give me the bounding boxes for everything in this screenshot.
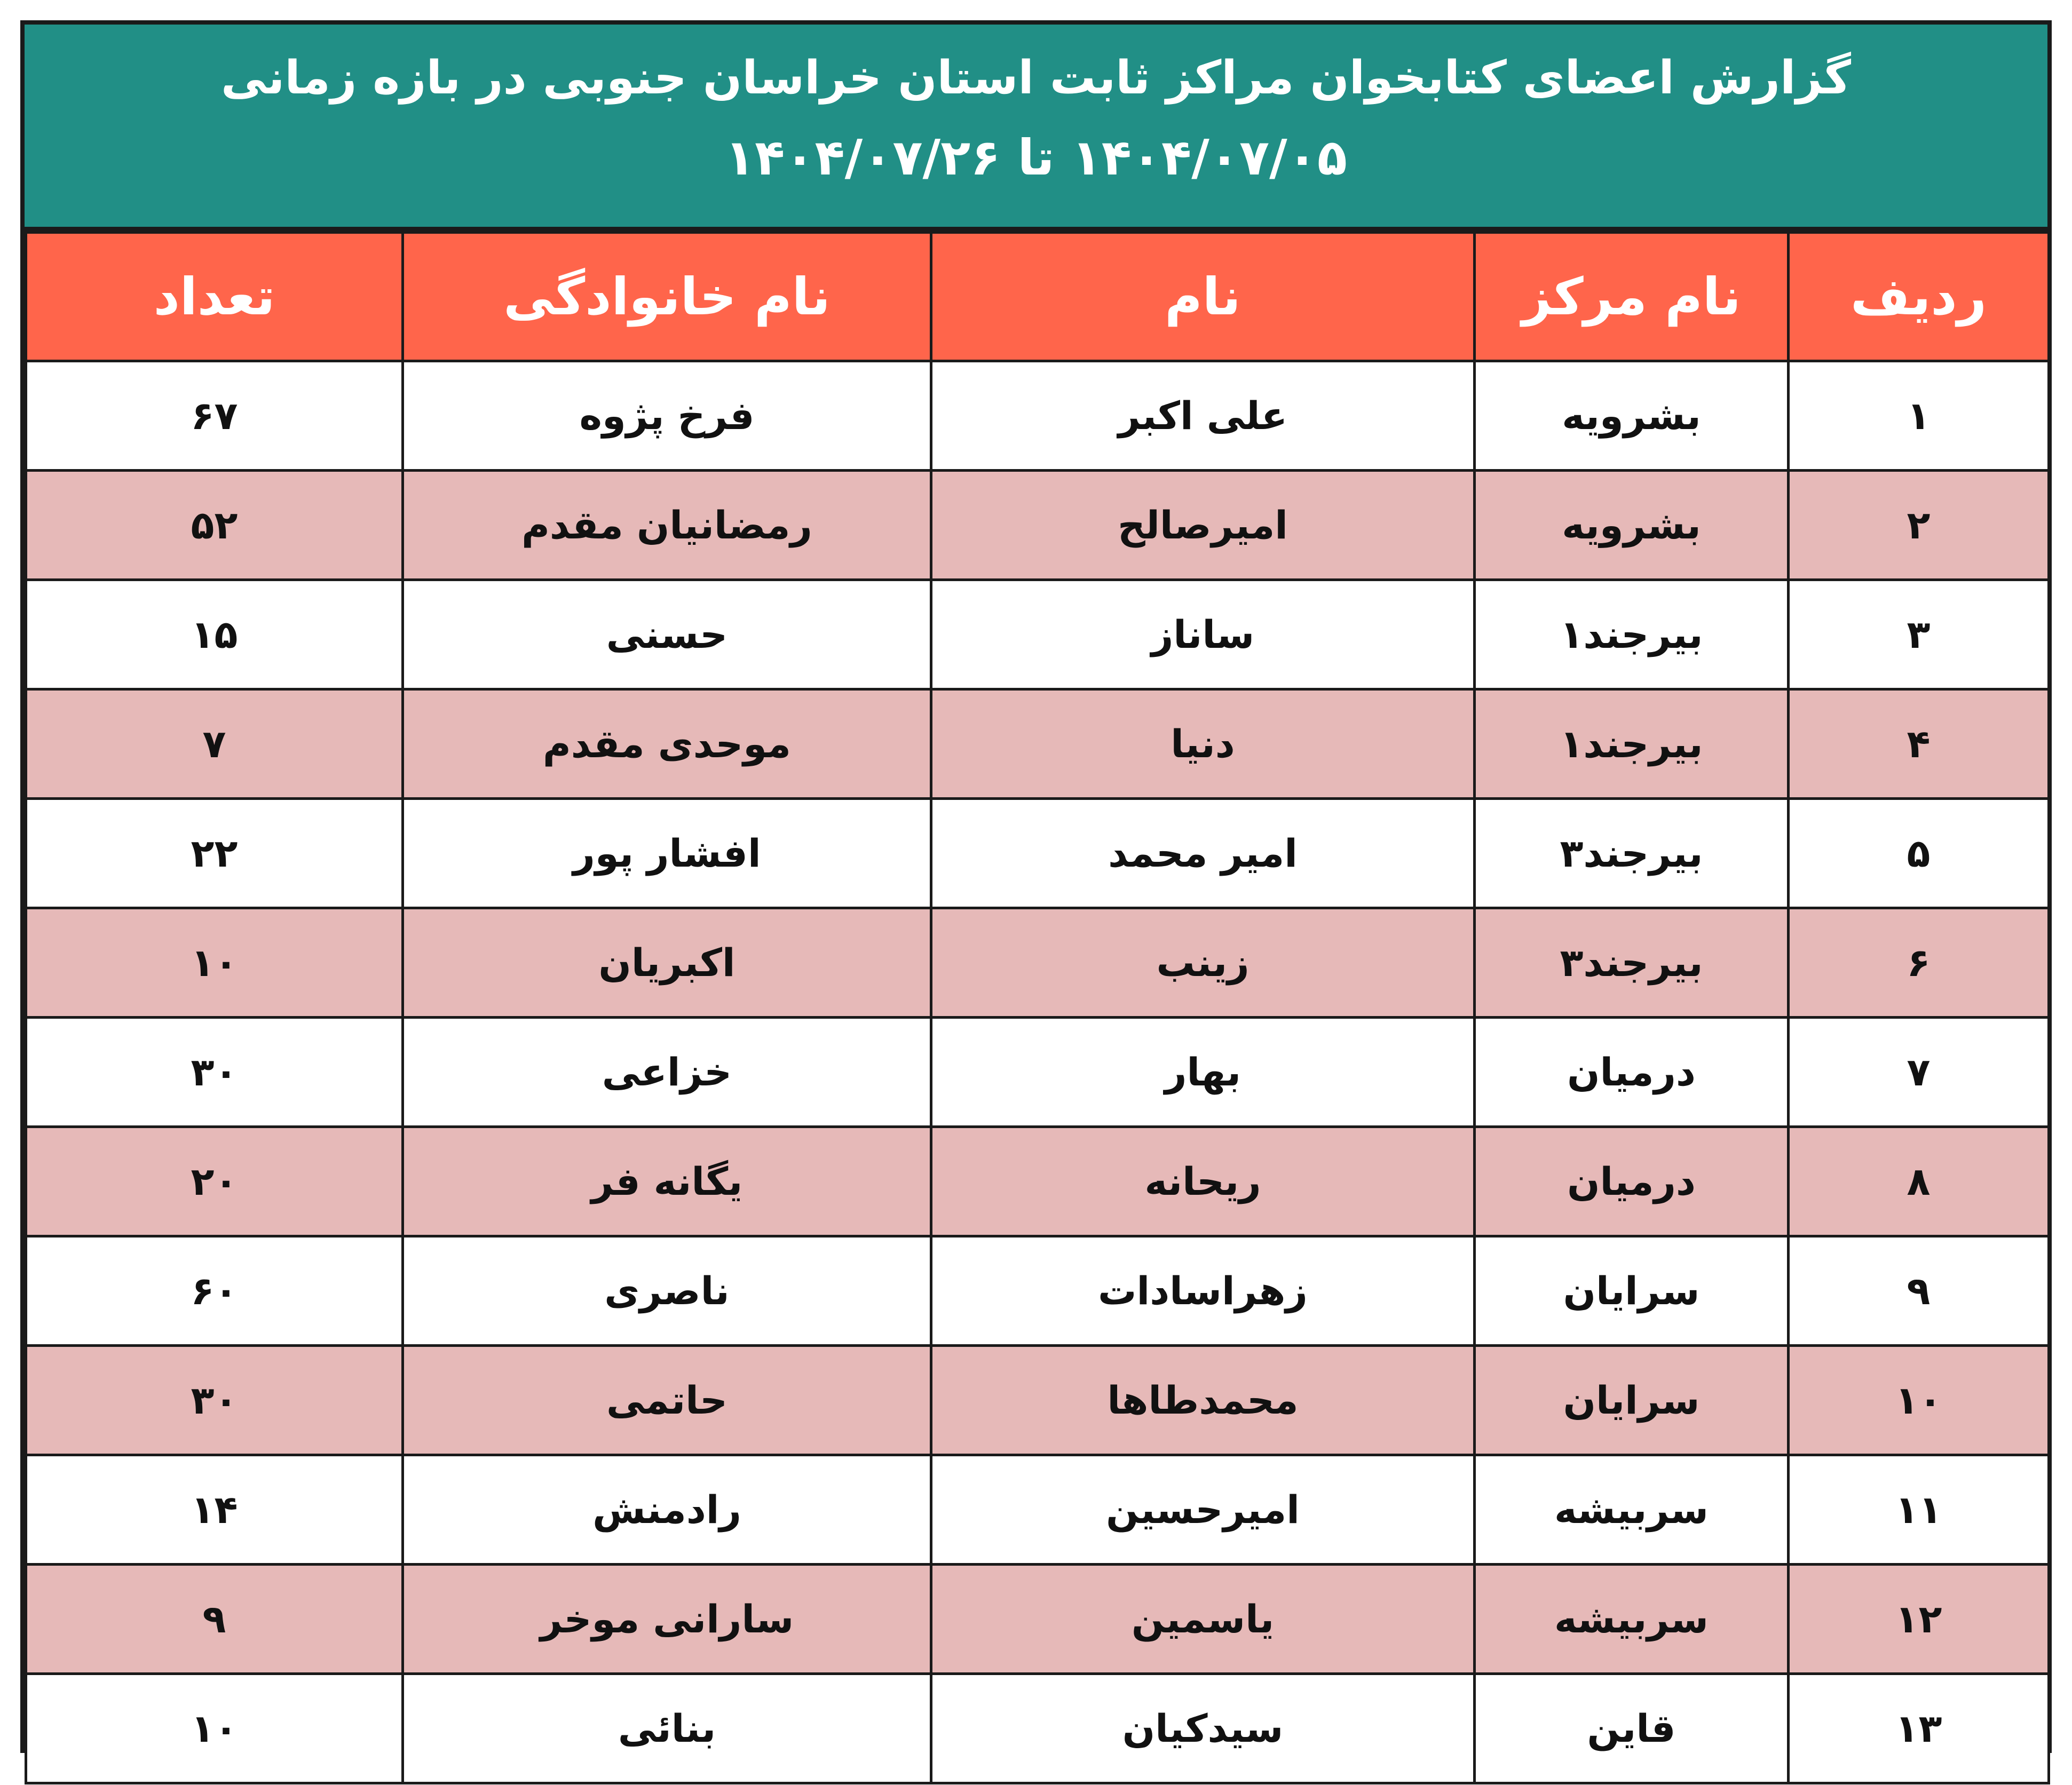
cell-count: ۷ [26,689,403,799]
table-row [26,471,2049,580]
cell-center-name: سرایان [1475,1236,1789,1346]
cell-row-number: ۱۲ [1789,1565,2049,1674]
cell-first-name: ساناز [931,580,1475,689]
cell-count: ۱۴ [26,1455,403,1565]
cell-row-number: ۱ [1789,361,2049,471]
cell-last-name: بنائی [403,1674,931,1783]
members-table [25,231,2050,1784]
cell-row-number: ۵ [1789,799,2049,908]
header-center-name: نام مرکز [1475,233,1789,361]
table-row [26,1018,2049,1127]
cell-first-name: امیر محمد [931,799,1475,908]
table-row [26,580,2049,689]
table-row [26,908,2049,1018]
cell-count: ۱۵ [26,580,403,689]
cell-first-name: یاسمین [931,1565,1475,1674]
cell-count: ۳۰ [26,1346,403,1455]
table-row [26,1455,2049,1565]
table-row [26,1346,2049,1455]
cell-last-name: یگانه فر [403,1127,931,1236]
cell-last-name: خزاعی [403,1018,931,1127]
cell-first-name: دنیا [931,689,1475,799]
cell-last-name: حسنی [403,580,931,689]
cell-first-name: ریحانه [931,1127,1475,1236]
report-table-frame [20,20,2052,1753]
cell-row-number: ۸ [1789,1127,2049,1236]
cell-first-name: بهار [931,1018,1475,1127]
cell-center-name: بشرویه [1475,471,1789,580]
cell-count: ۱۰ [26,1674,403,1783]
cell-last-name: موحدی مقدم [403,689,931,799]
table-row [26,1236,2049,1346]
cell-last-name: سارانی موخر [403,1565,931,1674]
cell-count: ۵۲ [26,471,403,580]
header-last-name: نام خانوادگی [403,233,931,361]
cell-last-name: افشار پور [403,799,931,908]
cell-first-name: امیرصالح [931,471,1475,580]
cell-row-number: ۲ [1789,471,2049,580]
table-row [26,361,2049,471]
cell-first-name: سیدکیان [931,1674,1475,1783]
header-first-name: نام [931,233,1475,361]
cell-first-name: امیرحسین [931,1455,1475,1565]
table-row [26,1565,2049,1674]
cell-first-name: زهراسادات [931,1236,1475,1346]
cell-row-number: ۱۰ [1789,1346,2049,1455]
report-title-band [25,25,2047,231]
table-row [26,799,2049,908]
cell-count: ۳۰ [26,1018,403,1127]
cell-last-name: اکبریان [403,908,931,1018]
cell-center-name: درمیان [1475,1018,1789,1127]
cell-row-number: ۷ [1789,1018,2049,1127]
cell-row-number: ۳ [1789,580,2049,689]
cell-count: ۲۲ [26,799,403,908]
table-row [26,1127,2049,1236]
header-row-number: ردیف [1789,233,2049,361]
cell-row-number: ۱۳ [1789,1674,2049,1783]
cell-row-number: ۴ [1789,689,2049,799]
cell-center-name: بیرجند۳ [1475,799,1789,908]
cell-count: ۲۰ [26,1127,403,1236]
cell-center-name: درمیان [1475,1127,1789,1236]
table-row [26,689,2049,799]
cell-center-name: بیرجند۱ [1475,580,1789,689]
cell-center-name: قاین [1475,1674,1789,1783]
cell-count: ۶۰ [26,1236,403,1346]
cell-first-name: علی اکبر [931,361,1475,471]
cell-last-name: رادمنش [403,1455,931,1565]
report-title: گزارش اعضای کتابخوان مراکز ثابت استان خراسان جنوبی در بازه زمانی [220,51,1851,105]
cell-row-number: ۱۱ [1789,1455,2049,1565]
cell-first-name: زینب [931,908,1475,1018]
cell-count: ۱۰ [26,908,403,1018]
table-header-row [26,233,2049,361]
cell-row-number: ۶ [1789,908,2049,1018]
cell-center-name: بشرویه [1475,361,1789,471]
cell-count: ۹ [26,1565,403,1674]
cell-center-name: سربیشه [1475,1565,1789,1674]
cell-center-name: سربیشه [1475,1455,1789,1565]
cell-last-name: ناصری [403,1236,931,1346]
cell-center-name: سرایان [1475,1346,1789,1455]
cell-count: ۶۷ [26,361,403,471]
cell-row-number: ۹ [1789,1236,2049,1346]
report-date-range: ۱۴۰۴/۰۷/۰۵ تا ۱۴۰۴/۰۷/۲۶ [725,129,1347,186]
cell-last-name: رمضانیان مقدم [403,471,931,580]
cell-last-name: حاتمی [403,1346,931,1455]
cell-center-name: بیرجند۱ [1475,689,1789,799]
table-row [26,1674,2049,1783]
cell-first-name: محمدطاها [931,1346,1475,1455]
cell-center-name: بیرجند۳ [1475,908,1789,1018]
header-count: تعداد [26,233,403,361]
cell-last-name: فرخ پژوه [403,361,931,471]
